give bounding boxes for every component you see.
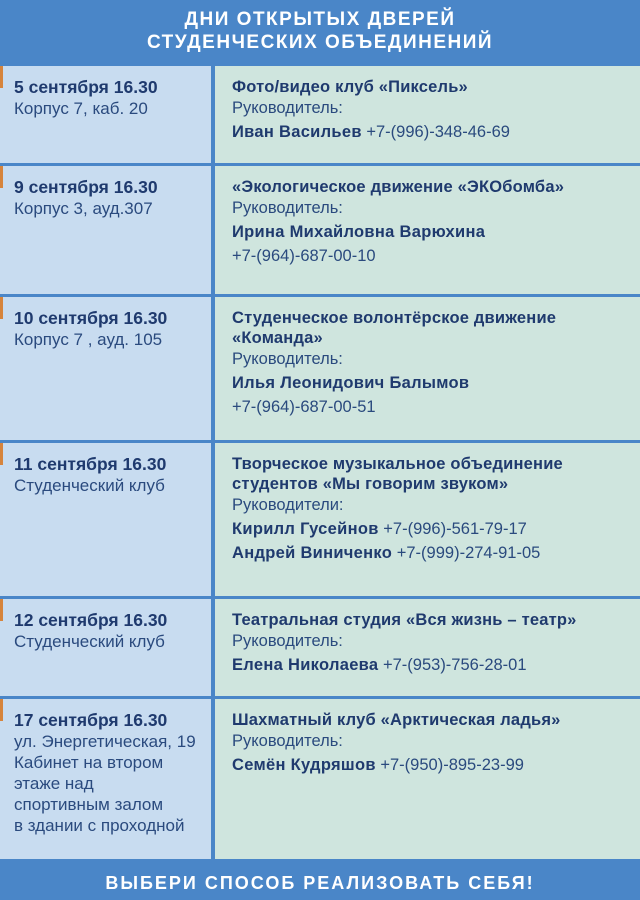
leader-phone[interactable]: +7-(996)-348-46-69 (366, 123, 510, 141)
event-row (0, 297, 640, 440)
leader-contact (232, 121, 640, 143)
club-name: Студенческое волонтёрское движение «Команда» (232, 309, 557, 347)
leader-contact (232, 221, 640, 243)
leader-name: Андрей Виниченко (232, 544, 393, 562)
club-name: Шахматный клуб «Арктическая ладья» (232, 711, 561, 729)
event-date: 10 сентября 16.30 (14, 308, 168, 328)
event-when-where (0, 443, 211, 596)
event-row (0, 66, 640, 163)
event-row (0, 599, 640, 696)
leader-contact (232, 754, 640, 776)
event-place: ул. Энергетическая, 19 (14, 732, 196, 751)
event-date: 12 сентября 16.30 (14, 610, 168, 630)
leader-name: Елена Николаева (232, 656, 379, 674)
event-place: спортивным залом (14, 795, 164, 814)
accent-marker (0, 699, 3, 721)
event-date: 9 сентября 16.30 (14, 177, 158, 197)
accent-marker (0, 297, 3, 319)
leader-label: Руководитель: (232, 199, 343, 217)
accent-marker (0, 166, 3, 188)
footer-slogan: ВЫБЕРИ СПОСОБ РЕАЛИЗОВАТЬ СЕБЯ! (0, 866, 640, 900)
club-info (215, 297, 640, 440)
event-place: Корпус 7, каб. 20 (14, 99, 148, 118)
event-date: 11 сентября 16.30 (14, 454, 167, 474)
event-place: этаже над (14, 774, 94, 793)
leader-contact (232, 372, 640, 394)
leader-phone[interactable]: +7-(964)-687-00-10 (232, 247, 376, 265)
club-name: Фото/видео клуб «Пиксель» (232, 78, 468, 96)
club-info (215, 443, 640, 596)
leader-name: Кирилл Гусейнов (232, 520, 379, 538)
club-info (215, 699, 640, 859)
leader-contact (232, 542, 640, 564)
event-place: Кабинет на втором (14, 753, 164, 772)
leader-label: Руководитель: (232, 99, 343, 117)
leader-phone[interactable]: +7-(964)-687-00-51 (232, 398, 376, 416)
event-place: в здании с проходной (14, 816, 185, 835)
header-title-line2: СТУДЕНЧЕСКИХ ОБЪЕДИНЕНИЙ (146, 32, 494, 53)
event-row (0, 166, 640, 294)
page-header (0, 0, 640, 62)
club-info (215, 599, 640, 696)
leader-name: Илья Леонидович Балымов (232, 374, 470, 392)
event-place: Корпус 3, ауд.307 (14, 199, 153, 218)
event-date: 17 сентября 16.30 (14, 710, 168, 730)
event-row (0, 699, 640, 859)
leader-contact (232, 518, 640, 540)
event-row (0, 443, 640, 596)
leader-phone[interactable]: +7-(999)-274-91-05 (396, 544, 541, 562)
event-when-where (0, 297, 211, 440)
accent-marker (0, 443, 3, 465)
leader-label: Руководители: (232, 496, 344, 514)
event-place: Корпус 7 , ауд. 105 (14, 330, 163, 349)
leader-contact (232, 654, 640, 676)
leader-label: Руководитель: (232, 350, 343, 368)
event-when-where (0, 599, 211, 696)
club-name: «Экологическое движение «ЭКОбомба» (232, 178, 565, 196)
event-place: Студенческий клуб (14, 476, 165, 495)
event-when-where (0, 166, 211, 294)
club-info (215, 66, 640, 163)
header-title-line1: ДНИ ОТКРЫТЫХ ДВЕРЕЙ (184, 9, 456, 30)
club-name: Творческое музыкальное объединение студентов «Мы говорим звуком» (232, 455, 563, 493)
club-info (215, 166, 640, 294)
event-place: Студенческий клуб (14, 632, 165, 651)
event-date: 5 сентября 16.30 (14, 77, 158, 97)
accent-marker (0, 66, 3, 88)
event-when-where (0, 66, 211, 163)
leader-name: Иван Васильев (232, 123, 362, 141)
leader-name: Семён Кудряшов (232, 756, 376, 774)
leader-phone[interactable]: +7-(953)-756-28-01 (382, 656, 527, 674)
club-name: Театральная студия «Вся жизнь – театр» (232, 611, 577, 629)
leader-phone[interactable]: +7-(950)-895-23-99 (380, 756, 524, 774)
leader-name: Ирина Михайловна Варюхина (232, 223, 486, 241)
accent-marker (0, 599, 3, 621)
leader-phone[interactable]: +7-(996)-561-79-17 (383, 520, 527, 538)
leader-label: Руководитель: (232, 632, 343, 650)
event-when-where (0, 699, 211, 859)
leader-label: Руководитель: (232, 732, 343, 750)
